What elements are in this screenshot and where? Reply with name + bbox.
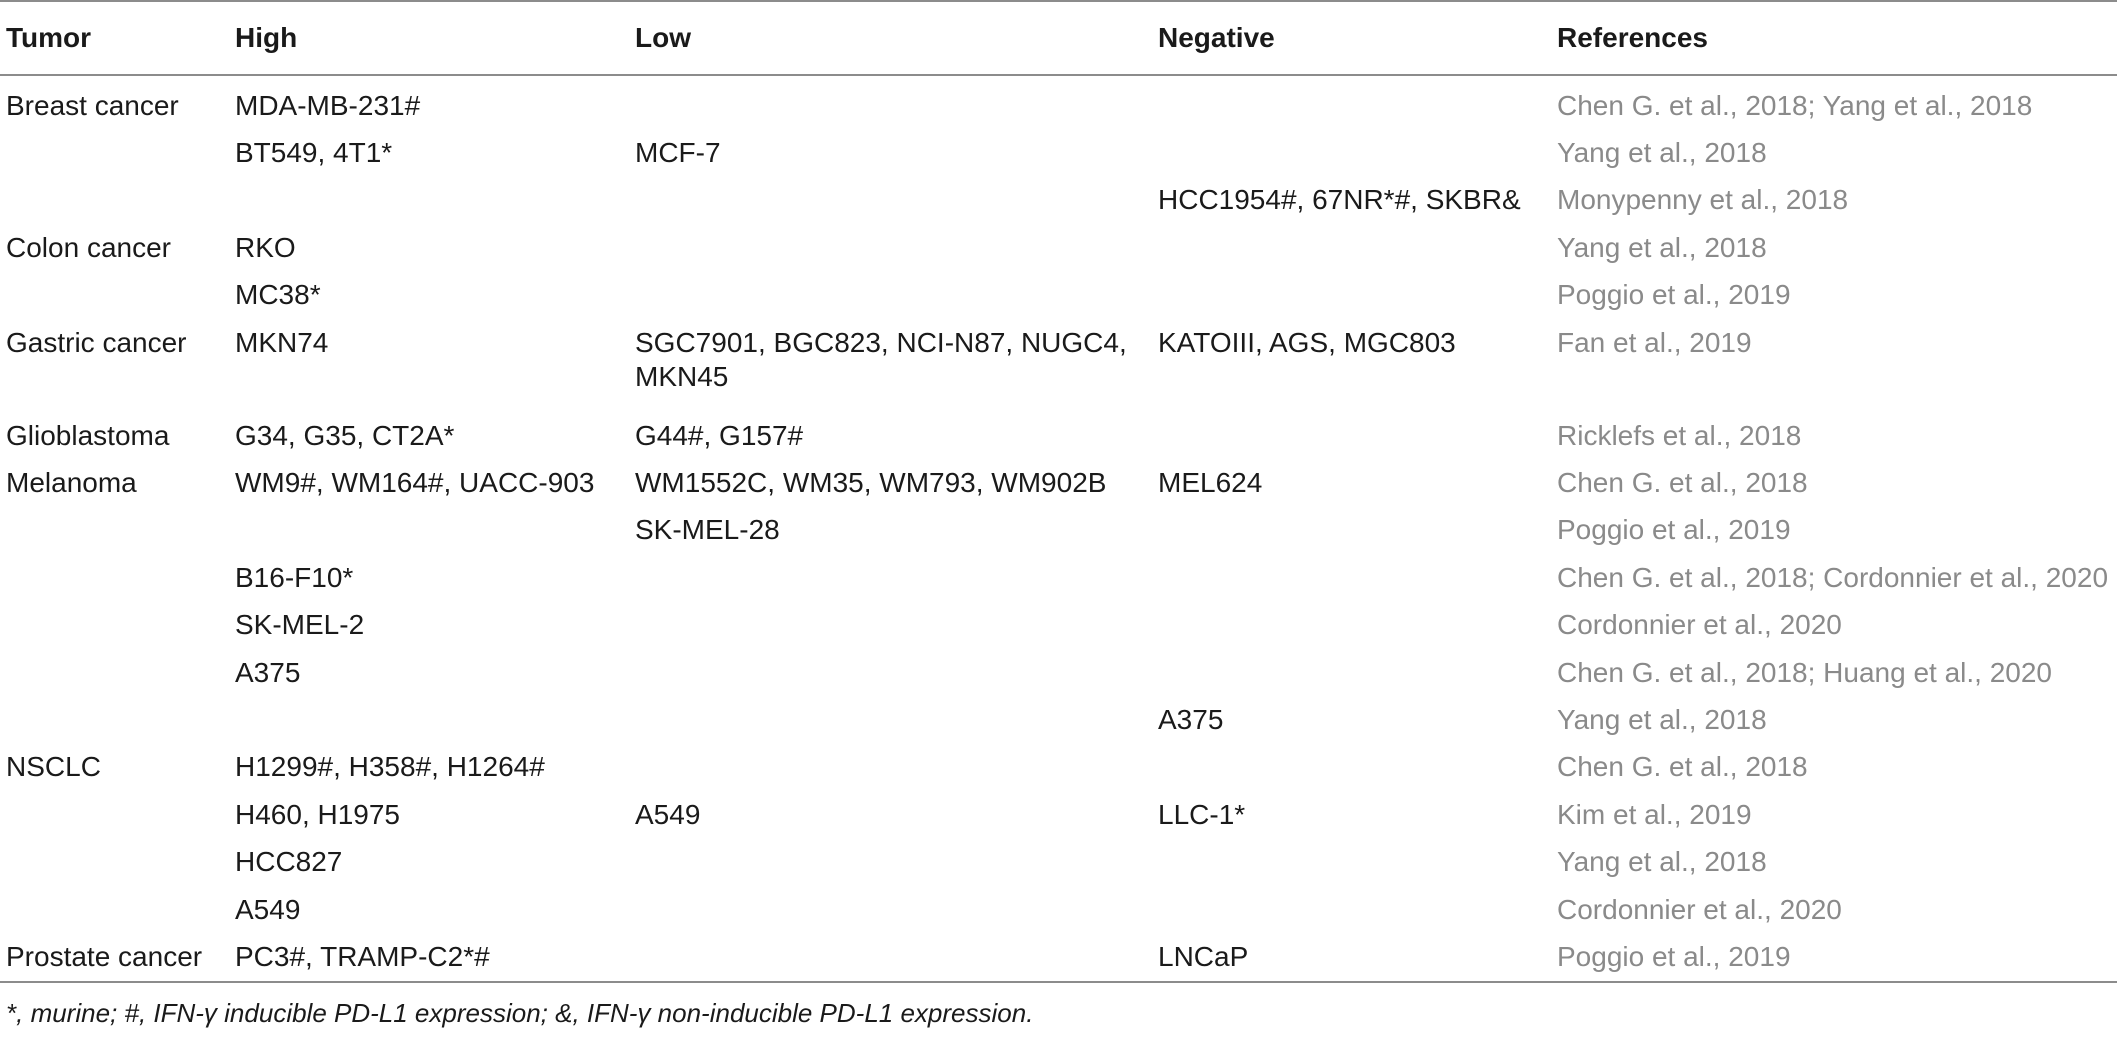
cell-references: Chen G. et al., 2018; Cordonnier et al., 2020 [1557,561,2109,593]
cell-high: G34, G35, CT2A* [235,419,455,451]
table-row [0,602,2117,649]
cell-tumor [0,507,229,554]
cell-negative: KATOIII, AGS, MGC803 [1158,326,1456,358]
cell-high: H1299#, H358#, H1264# [235,751,545,783]
cell-low [629,224,1152,271]
cell-references: Yang et al., 2018 [1557,846,1767,878]
cell-tumor [0,272,229,319]
header-row [0,1,2117,75]
cell-negative [1152,129,1551,176]
table-row [0,696,2117,743]
cell-negative [1152,838,1551,885]
cell-references: Chen G. et al., 2018 [1557,467,1808,499]
table-row [0,933,2117,981]
cell-low [629,177,1152,224]
cell-references: Chen G. et al., 2018; Huang et al., 2020 [1557,656,2053,688]
cell-tumor: Melanoma [6,467,137,499]
cell-high: WM9#, WM164#, UACC-903 [235,467,595,499]
table-row [0,272,2117,319]
cell-tumor: Colon cancer [6,231,171,263]
table-row [0,412,2117,459]
table-row [0,75,2117,129]
cell-low [629,272,1152,319]
table-row [0,177,2117,224]
cell-high: H460, H1975 [235,798,401,830]
cell-references: Yang et al., 2018 [1557,703,1767,735]
cell-tumor [0,554,229,601]
cell-references: Poggio et al., 2019 [1557,514,1791,546]
cell-negative [1152,412,1551,459]
cell-negative [1152,744,1551,791]
cell-low [629,886,1152,933]
header-references: References [1557,22,1708,53]
table-row [0,838,2117,885]
cell-high: BT549, 4T1* [235,137,393,169]
cell-high: PC3#, TRAMP-C2*# [235,940,490,972]
table-row [0,459,2117,506]
cell-high: HCC827 [235,846,343,878]
cell-low [629,75,1152,129]
cell-tumor [0,649,229,696]
cell-references: Fan et al., 2019 [1557,326,1752,358]
cell-high: A375 [235,656,301,688]
cell-negative [1152,224,1551,271]
cell-tumor: Glioblastoma [6,419,170,451]
cell-low: A549 [635,798,701,830]
cell-high: RKO [235,231,296,263]
cell-references: Kim et al., 2019 [1557,798,1752,830]
table-row [0,224,2117,271]
cell-references: Yang et al., 2018 [1557,137,1767,169]
header-negative: Negative [1158,22,1275,53]
cell-low: SGC7901, BGC823, NCI-N87, NUGC4, MKN45 [635,326,1127,392]
cell-tumor: NSCLC [6,751,101,783]
cell-high [229,177,629,224]
cell-negative [1152,272,1551,319]
header-low: Low [635,22,691,53]
table-row [0,649,2117,696]
cell-tumor [0,838,229,885]
cell-references: Poggio et al., 2019 [1557,279,1791,311]
cell-high: MC38* [235,279,321,311]
cell-negative: LLC-1* [1158,798,1246,830]
cell-references: Cordonnier et al., 2020 [1557,893,1842,925]
cell-references: Ricklefs et al., 2018 [1557,419,1802,451]
cell-negative: LNCaP [1158,940,1249,972]
cell-low [629,554,1152,601]
cell-negative [1152,554,1551,601]
cell-tumor [0,177,229,224]
cell-references: Cordonnier et al., 2020 [1557,609,1842,641]
cell-tumor [0,129,229,176]
cell-high: A549 [235,893,301,925]
table-row [0,129,2117,176]
cell-tumor [0,791,229,838]
cell-negative: MEL624 [1158,467,1263,499]
cell-low: MCF-7 [635,137,721,169]
cell-low: WM1552C, WM35, WM793, WM902B [635,467,1107,499]
cell-negative: HCC1954#, 67NR*#, SKBR& [1158,184,1521,216]
cell-references: Chen G. et al., 2018; Yang et al., 2018 [1557,89,2033,121]
cell-low [629,696,1152,743]
cell-low [629,838,1152,885]
cell-references: Yang et al., 2018 [1557,231,1767,263]
table-body [0,75,2117,982]
cell-references: Monypenny et al., 2018 [1557,184,1849,216]
cell-low: G44#, G157# [635,419,804,451]
table-footnote: *, murine; #, IFN-γ inducible PD-L1 expression; &, IFN-γ non-inducible PD-L1 expression. [6,998,1034,1028]
cell-low: SK-MEL-28 [635,514,780,546]
cell-negative [1152,649,1551,696]
table-row [0,744,2117,791]
cell-tumor [0,886,229,933]
cell-low [629,649,1152,696]
cell-tumor: Breast cancer [6,89,179,121]
header-high: High [235,22,298,53]
table-row [0,319,2117,412]
cell-negative [1152,602,1551,649]
cell-negative [1152,886,1551,933]
cell-high: SK-MEL-2 [235,609,365,641]
cell-high: MDA-MB-231# [235,89,421,121]
cell-tumor: Gastric cancer [6,326,187,358]
cell-low [629,744,1152,791]
cell-negative [1152,75,1551,129]
cell-tumor [0,602,229,649]
table-header [0,1,2117,75]
cell-negative: A375 [1158,703,1224,735]
cell-high: MKN74 [235,326,329,358]
cell-tumor: Prostate cancer [6,940,203,972]
cell-high: B16-F10* [235,561,354,593]
header-tumor: Tumor [6,22,92,53]
cell-low [629,933,1152,981]
cell-low [629,602,1152,649]
cell-tumor [0,696,229,743]
table-row [0,554,2117,601]
table-row [0,507,2117,554]
cell-references: Chen G. et al., 2018 [1557,751,1808,783]
cell-references: Poggio et al., 2019 [1557,940,1791,972]
table-row [0,791,2117,838]
table-row [0,886,2117,933]
cell-high [229,696,629,743]
cell-negative [1152,507,1551,554]
cell-high [229,507,629,554]
